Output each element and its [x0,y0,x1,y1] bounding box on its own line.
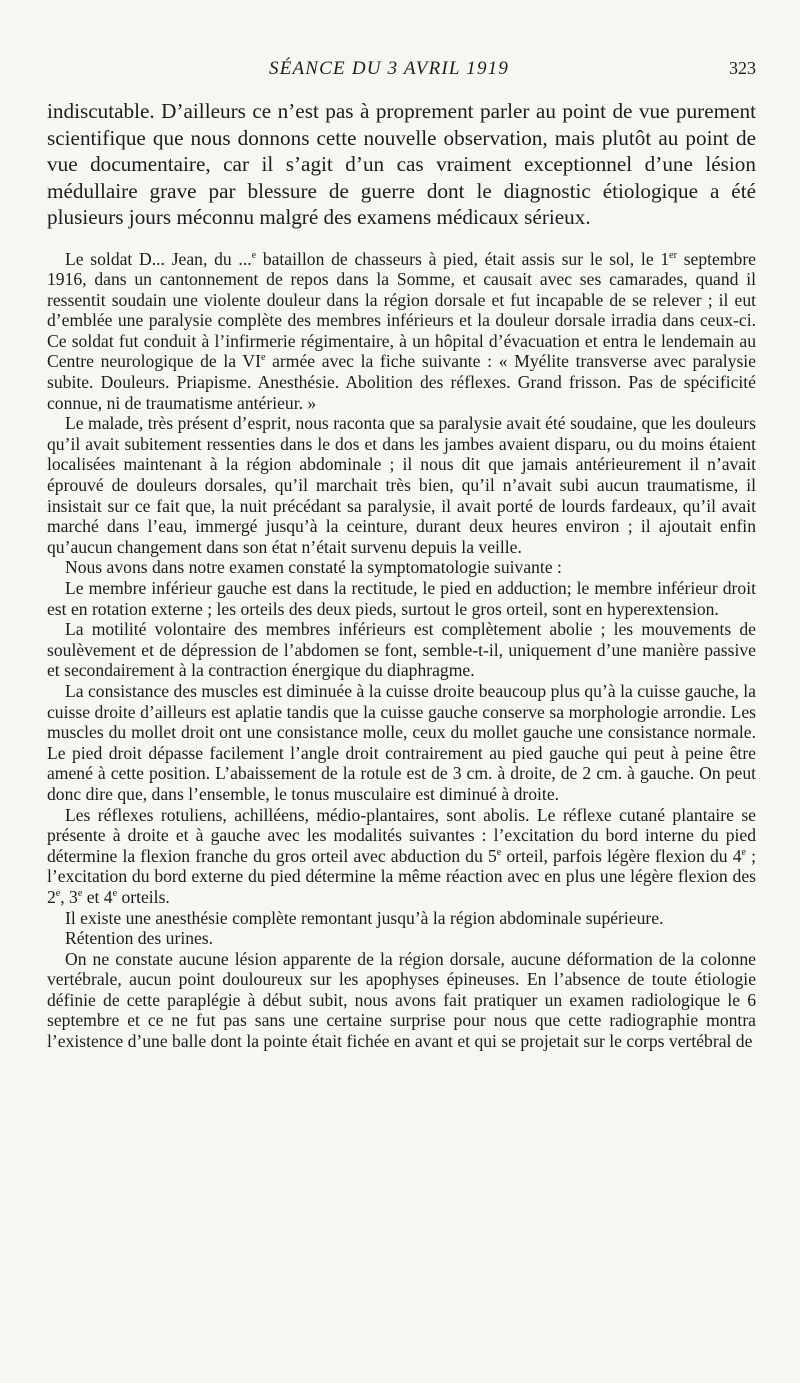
lead-paragraph: indiscutable. D’ailleurs ce n’est pas à proprement parler au point de vue purement scientifique que nous donnons cette nouvelle observation, mais plutôt au point de vue documentaire, car il s’agit d’un cas vraiment exceptionnel d’une lésion médullaire grave par blessure de guerre dont le diagnostic étiologique a été plusieurs jours méconnu malgré des examens médicaux sérieux. [47,99,756,229]
paragraph-exam-intro: Nous avons dans notre examen constaté la symptomatologie suivante : [65,557,562,578]
running-title: SÉANCE DU 3 AVRIL 1919 [269,58,510,79]
body-text [47,249,756,1052]
paragraph-urinary-retention: Rétention des urines. [65,928,214,949]
paragraph-patient-account: Le malade, très présent d’esprit, nous raconta que sa paralysie avait été soudaine, que les douleurs qu’il avait subitement ressenties dans le dos et dans les jambes avaient disparu, ou du moins étaient localisées maintenant à la région abdominale ; il nous dit que jamais antérieurement il n’avait éprouvé de douleurs dorsales, qu’il marchait très bien, qu’il n’avait subi aucun traumatisme, il insistait sur ce fait que, la nuit précédant sa paralysie, il avait porté de lourds fardeaux, qu’il avait marché dans l’eau, immergé jusqu’à la ceinture, durant deux heures environ ; il ajoutait enfin qu’aucun changement dans son état n’était survenu depuis la veille. [47,413,756,557]
paragraph-anesthesia: Il existe une anesthésie complète remontant jusqu’à la région abdominale supérieure. [65,907,664,928]
page-header [47,58,756,98]
page-number: 323 [729,58,756,78]
paragraph-limb-position: Le membre inférieur gauche est dans la rectitude, le pied en adduction; le membre inférieur droit est en rotation externe ; les orteils des deux pieds, surtout le gros orteil, sont en hyperextension. [47,578,756,619]
paragraph-reflexes: Les réflexes rotuliens, achilléens, médio-plantaires, sont abolis. Le réflexe cutané plantaire se présente à droite et à gauche avec les modalités suivantes : l’excitation du bord interne du pied détermine la flexion franche du gros orteil avec abduction du 5e orteil, parfois légère flexion du 4e ; l’excitation du bord externe du pied détermine la même réaction avec en plus une légère flexion des 2e, 3e et 4e orteils. [47,804,756,907]
paragraph-muscle-tone: La consistance des muscles est diminuée à la cuisse droite beaucoup plus qu’à la cuisse gauche, la cuisse droite d’ailleurs est aplatie tandis que la cuisse gauche conserve sa morphologie arrondie. Les muscles du mollet droit ont une consistance molle, ceux du mollet gauche une consistance normale. Le pied droit dépasse facilement l’angle droit contrairement au pied gauche qui peut à peine être amené à cette position. L’abaissement de la rotule est de 3 cm. à droite, de 2 cm. à gauche. On peut donc dire que, dans l’ensemble, le tonus musculaire est diminué à droite. [47,680,756,804]
paragraph-radiology: On ne constate aucune lésion apparente de la région dorsale, aucune déformation de la colonne vertébrale, aucun point douloureux sur les apophyses épineuses. En l’absence de toute étiologie définie de cette paraplégie à début subit, nous avons fait pratiquer un examen radiologique le 6 septembre et ce ne fut pas sans une certaine surprise pour nous que cette radiographie montra l’existence d’une balle dont la pointe était fichée en avant et qui se projetait sur le corps vertébral de [47,948,756,1052]
paragraph-case-history: Le soldat D... Jean, du ...$^e$ bataillon de chasseurs à pied, était assis sur le sol, le 1er septembre 1916, dans un cantonnement de repos dans la Somme, et causait avec ses camarades, quand il ressentit soudain une violente douleur dans la région dorsale et fut incapable de se relever ; il eut d’emblée une paralysie complète des membres inférieurs et la douleur dorsale irradia dans ceux-ci. Ce soldat fut conduit à l’infirmerie régimentaire, à un hôpital d’évacuation et entra le lendemain au Centre neurologique de la VIe armée avec la fiche suivante : « Myélite transverse avec paralysie subite. Douleurs. Priapisme. Anesthésie. Abolition des réflexes. Grand frisson. Pas de spécificité connue, ni de traumatisme antérieur. » [47,248,756,413]
paragraph-motility: La motilité volontaire des membres inférieurs est complètement abolie ; les mouvements de soulèvement et de dépression de l’abdomen se font, semble-t-il, uniquement d’une manière passive et secondairement à la contraction énergique du diaphragme. [47,619,756,681]
